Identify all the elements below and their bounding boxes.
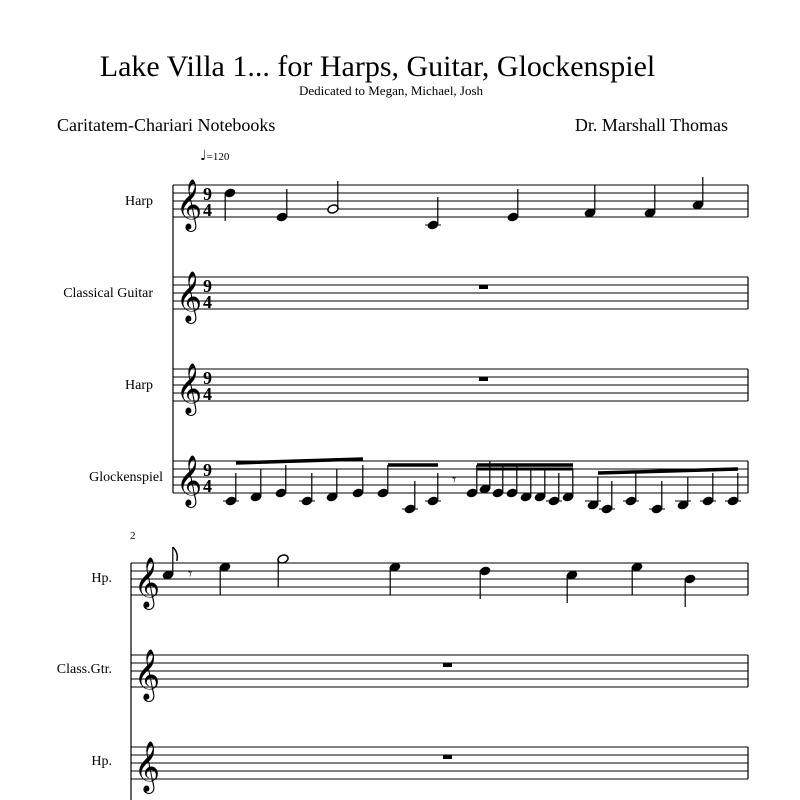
tempo-value: =120 (206, 151, 230, 163)
instrument-label-classical-guitar: Classical Guitar (63, 286, 153, 301)
whole-rest (443, 755, 452, 759)
composer-credit: Dr. Marshall Thomas (574, 115, 728, 135)
left-credit: Caritatem-Chariari Notebooks (57, 115, 276, 135)
treble-clef-icon: 𝄞 (176, 179, 203, 230)
beam (598, 469, 738, 473)
whole-rest (443, 663, 452, 667)
instrument-label-hp-1: Hp. (91, 571, 112, 586)
quarter-note-icon: ♩ (200, 148, 207, 164)
treble-clef-icon: 𝄞 (134, 741, 161, 792)
score-title: Lake Villa 1... for Harps, Guitar, Glockenspiel (99, 50, 656, 83)
instrument-label-harp-1: Harp (125, 194, 153, 209)
treble-clef-icon: 𝄞 (176, 271, 203, 322)
eighth-rest-icon: 𝄾 (452, 470, 457, 489)
treble-clef-icon: 𝄞 (134, 557, 161, 608)
measure-number: 2 (130, 530, 136, 542)
treble-clef-icon: 𝄞 (176, 455, 203, 506)
time-signature-top: 9 (203, 184, 212, 204)
time-signature-bottom: 4 (203, 292, 212, 312)
whole-rest (479, 285, 488, 289)
beam (236, 459, 363, 463)
instrument-label-harp-2: Harp (125, 378, 153, 393)
time-signature-bottom: 4 (203, 476, 212, 496)
treble-clef-icon: 𝄞 (176, 363, 203, 414)
treble-clef-icon: 𝄞 (134, 649, 161, 700)
eighth-flag (173, 547, 178, 561)
time-signature-top: 9 (203, 276, 212, 296)
instrument-label-hp-2: Hp. (91, 754, 112, 769)
score-subtitle: Dedicated to Megan, Michael, Josh (298, 83, 484, 98)
time-signature-bottom: 4 (203, 200, 212, 220)
instrument-label-class-gtr: Class.Gtr. (56, 662, 112, 677)
whole-rest (479, 377, 488, 381)
eighth-rest-icon: 𝄾 (188, 564, 193, 583)
instrument-label-glockenspiel: Glockenspiel (89, 470, 163, 485)
time-signature-bottom: 4 (203, 384, 212, 404)
time-signature-top: 9 (203, 368, 212, 388)
time-signature-top: 9 (203, 460, 212, 480)
